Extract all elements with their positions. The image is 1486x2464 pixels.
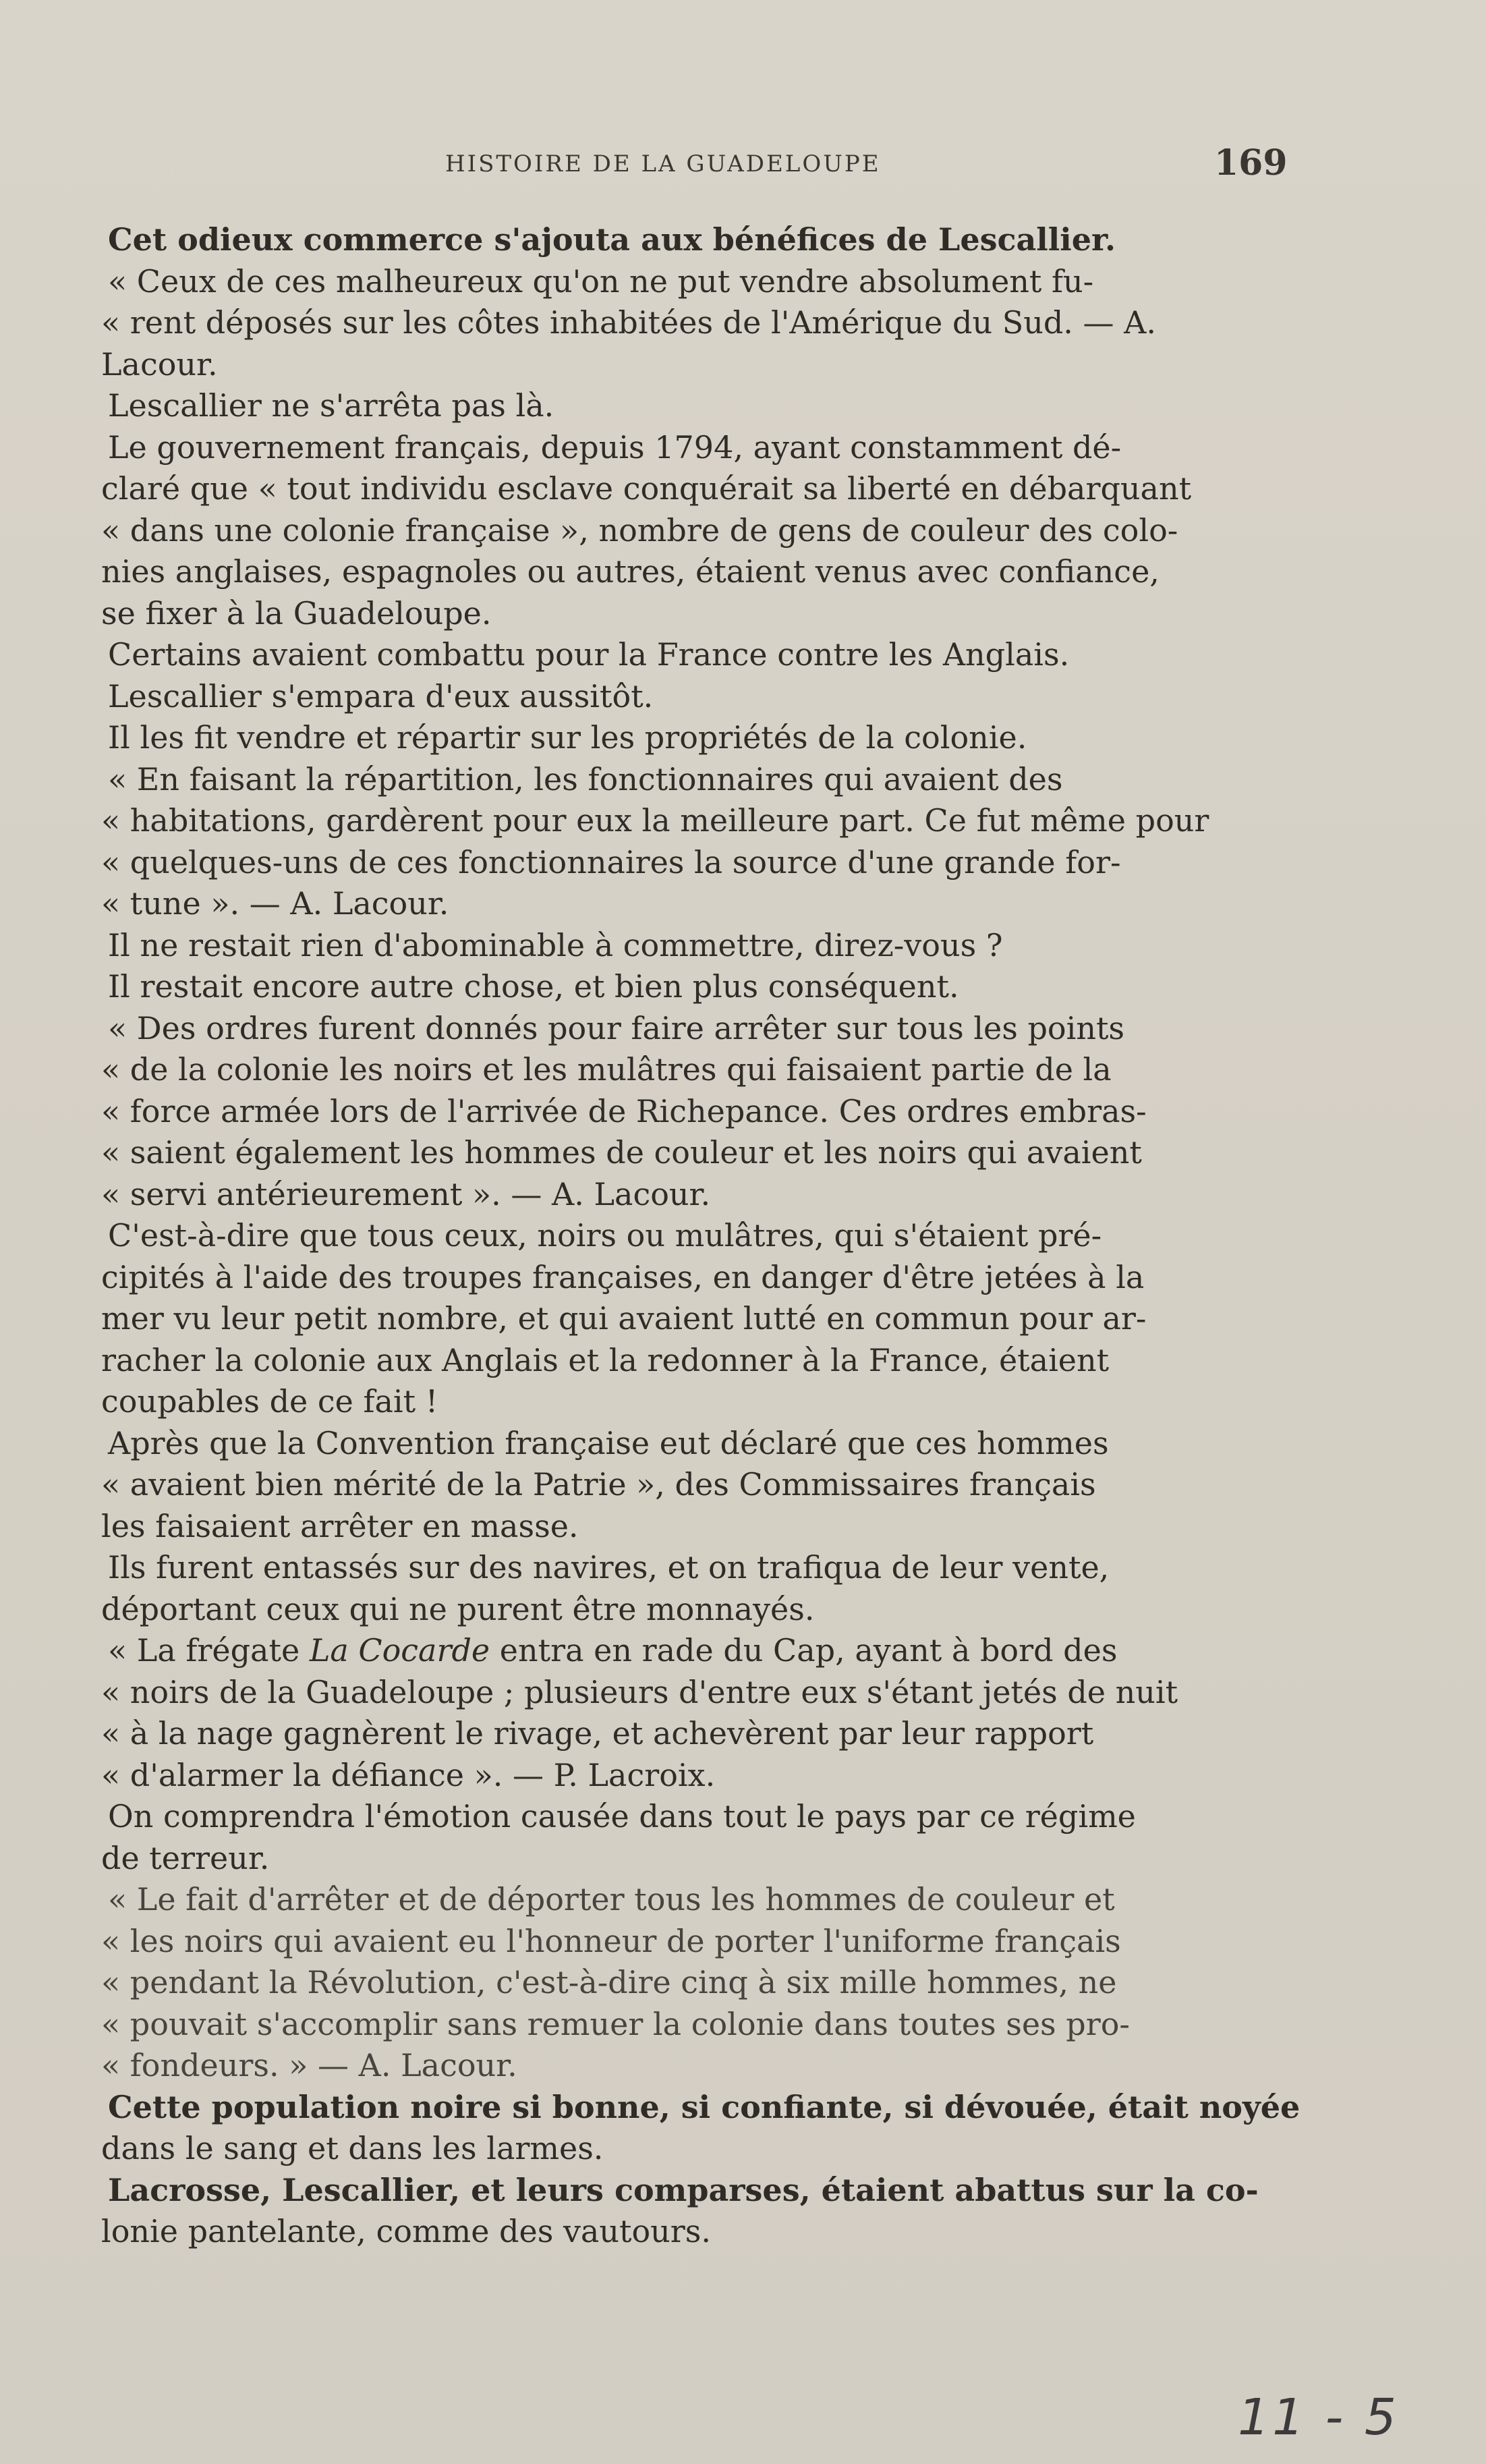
text-line: « fondeurs. » — A. Lacour. <box>101 2047 517 2083</box>
text-line: Ils furent entassés sur des navires, et on trafiqua de leur vente, <box>108 1549 1110 1586</box>
text-line: « rent déposés sur les côtes inhabitées de l'Amérique du Sud. — A. <box>101 304 1156 341</box>
text-line: Cet odieux commerce s'ajouta aux bénéfices de Lescallier. <box>108 221 1116 258</box>
text-line: « En faisant la répartition, les fonctionnaires qui avaient des <box>108 760 1063 797</box>
text-line: On comprendra l'émotion causée dans tout le pays par ce régime <box>108 1798 1136 1835</box>
text-line: « à la nage gagnèrent le rivage, et achevèrent par leur rapport <box>101 1715 1094 1752</box>
text-line: se fixer à la Guadeloupe. <box>101 594 492 632</box>
ship-name: La Cocarde <box>309 1632 490 1669</box>
text-line: Cette population noire si bonne, si confiante, si dévouée, était noyée <box>108 2088 1301 2125</box>
text-line: Lacour. <box>101 345 218 383</box>
text-line: Après que la Convention française eut déclaré que ces hommes <box>108 1424 1109 1461</box>
text-line: coupables de ce fait ! <box>101 1383 438 1420</box>
text-line-frigate <box>101 1630 1271 1672</box>
frigate-suffix: entra en rade du Cap, ayant à bord des <box>490 1632 1118 1669</box>
text-line: nies anglaises, espagnoles ou autres, étaient venus avec confiance, <box>101 553 1160 590</box>
text-line: « pendant la Révolution, c'est-à-dire cinq à six mille hommes, ne <box>101 1964 1117 2000</box>
text-line: « habitations, gardèrent pour eux la meilleure part. Ce fut même pour <box>101 802 1209 839</box>
handwritten-folio-note: 11 - 5 <box>1238 2388 1399 2446</box>
text-line: « tune ». — A. Lacour. <box>101 885 449 922</box>
text-line: Le gouvernement français, depuis 1794, ayant constamment dé- <box>108 428 1122 466</box>
text-line: racher la colonie aux Anglais et la redonner à la France, étaient <box>101 1341 1110 1378</box>
body-text <box>101 219 1301 2253</box>
text-line: Il les fit vendre et répartir sur les propriétés de la colonie. <box>108 719 1027 756</box>
page-number: 169 <box>1214 142 1288 184</box>
text-line: « Le fait d'arrêter et de déporter tous les hommes de couleur et <box>108 1881 1115 1917</box>
text-line: lonie pantelante, comme des vautours. <box>101 2213 712 2249</box>
text-line: « saient également les hommes de couleur et les noirs qui avaient <box>101 1134 1142 1171</box>
text-line: Certains avaient combattu pour la France contre les Anglais. <box>108 636 1070 673</box>
text-line: Lacrosse, Lescallier, et leurs comparses, étaient abattus sur la co- <box>108 2171 1259 2208</box>
text-line: « Des ordres furent donnés pour faire arrêter sur tous les points <box>108 1009 1125 1046</box>
frigate-prefix: « La frégate <box>108 1632 310 1669</box>
running-title: HISTOIRE DE LA GUADELOUPE <box>445 150 881 177</box>
text-line: Il ne restait rien d'abominable à commettre, direz-vous ? <box>108 926 1003 963</box>
text-line: « dans une colonie française », nombre de gens de couleur des colo- <box>101 511 1178 549</box>
text-line: Lescallier s'empara d'eux aussitôt. <box>108 677 654 715</box>
text-line: les faisaient arrêter en masse. <box>101 1507 579 1544</box>
text-line: C'est-à-dire que tous ceux, noirs ou mulâtres, qui s'étaient pré- <box>108 1217 1102 1254</box>
text-line: « noirs de la Guadeloupe ; plusieurs d'entre eux s'étant jetés de nuit <box>101 1673 1178 1710</box>
text-line: « Ceux de ces malheureux qu'on ne put vendre absolument fu- <box>108 262 1094 300</box>
text-line: « les noirs qui avaient eu l'honneur de porter l'uniforme français <box>101 1922 1121 1959</box>
text-line: « pouvait s'accomplir sans remuer la colonie dans toutes ses pro- <box>101 2005 1130 2042</box>
text-line: « servi antérieurement ». — A. Lacour. <box>101 1175 711 1212</box>
text-line: « force armée lors de l'arrivée de Richepance. Ces ordres embras- <box>101 1092 1147 1129</box>
text-line: « quelques-uns de ces fonctionnaires la source d'une grande for- <box>101 843 1121 880</box>
text-line: mer vu leur petit nombre, et qui avaient lutté en commun pour ar- <box>101 1300 1147 1337</box>
text-line: déportant ceux qui ne purent être monnayés. <box>101 1590 815 1627</box>
page-header <box>0 138 1486 186</box>
text-line: Il restait encore autre chose, et bien plus conséquent. <box>108 968 959 1005</box>
text-line: « avaient bien mérité de la Patrie », des Commissaires français <box>101 1466 1096 1503</box>
text-line: dans le sang et dans les larmes. <box>101 2130 604 2166</box>
text-line: « d'alarmer la défiance ». — P. Lacroix. <box>101 1756 716 1793</box>
text-line: claré que « tout individu esclave conquérait sa liberté en débarquant <box>101 470 1192 507</box>
text-line: Lescallier ne s'arrêta pas là. <box>108 387 554 424</box>
text-line: de terreur. <box>101 1839 270 1876</box>
text-line: cipités à l'aide des troupes françaises, en danger d'être jetées à la <box>101 1258 1145 1295</box>
text-line: « de la colonie les noirs et les mulâtres qui faisaient partie de la <box>101 1051 1112 1088</box>
